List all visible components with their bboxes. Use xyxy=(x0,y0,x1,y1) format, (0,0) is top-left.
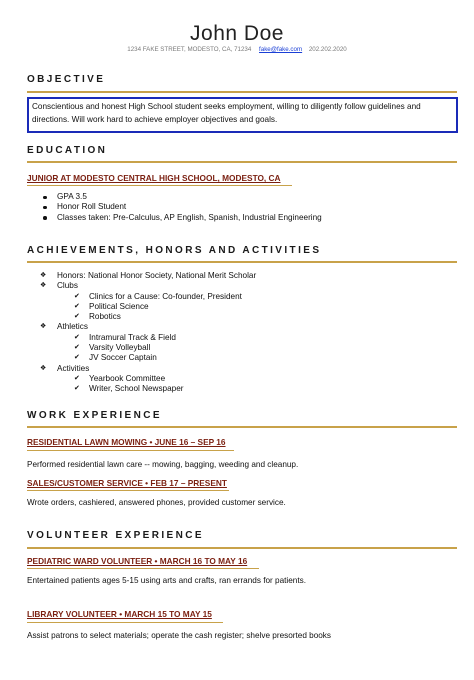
school-underline-rule xyxy=(27,185,292,186)
achievements-heading: ACHIEVEMENTS, HONORS AND ACTIVITIES xyxy=(27,245,322,256)
school-title: JUNIOR AT MODESTO CENTRAL HIGH SCHOOL, MODESTO, CA xyxy=(27,173,281,183)
volunteer-role-title: LIBRARY VOLUNTEER • MARCH 15 TO MAY 15 xyxy=(27,609,212,619)
education-rule xyxy=(27,161,457,163)
checkmark-icon: ✔ xyxy=(74,385,80,393)
volunteer-role-description: Entertained patients ages 5-15 using arts and crafts, ran errands for patients. xyxy=(27,576,306,585)
objective-rule xyxy=(27,91,457,93)
diamond-bullet-icon: ❖ xyxy=(40,323,47,331)
list-item: ✔ Intramural Track & Field xyxy=(74,332,176,342)
list-item: Classes taken: Pre-Calculus, AP English, Spanish, Industrial Engineering xyxy=(43,213,322,223)
job-title: RESIDENTIAL LAWN MOWING • JUNE 16 – SEP 16 xyxy=(27,437,226,447)
checkmark-icon: ✔ xyxy=(74,344,80,352)
contact-line xyxy=(0,46,474,54)
volunteer-underline-rule xyxy=(27,622,223,623)
list-item: ✔ Yearbook Committee xyxy=(74,373,166,383)
checkmark-icon: ✔ xyxy=(74,313,80,321)
list-item: GPA 3.5 xyxy=(43,192,322,202)
education-heading: EDUCATION xyxy=(27,145,108,156)
achievements-rule xyxy=(27,261,457,263)
objective-text: Conscientious and honest High School student seeks employment, willing to diligently follow guidelines and directions. Will work hard to achieve employer objectives and goals. xyxy=(27,97,458,133)
checkmark-icon: ✔ xyxy=(74,374,80,382)
list-item: ❖ Clubs xyxy=(40,281,78,291)
resume-name: John Doe xyxy=(190,22,284,45)
dot-bullet-icon xyxy=(43,196,47,200)
checkmark-icon: ✔ xyxy=(74,302,80,310)
job-description: Performed residential lawn care -- mowing, bagging, weeding and cleanup. xyxy=(27,460,299,469)
checkmark-icon: ✔ xyxy=(74,333,80,341)
phone: 202.202.2020 xyxy=(308,46,347,53)
objective-heading: OBJECTIVE xyxy=(27,74,106,85)
diamond-bullet-icon: ❖ xyxy=(40,272,47,279)
list-item: ✔ JV Soccer Captain xyxy=(74,353,157,363)
volunteer-role-description: Assist patrons to select materials; operate the cash register; shelve presorted books xyxy=(27,631,331,640)
diamond-bullet-icon: ❖ xyxy=(40,364,47,372)
education-list xyxy=(43,192,322,223)
checkmark-icon: ✔ xyxy=(74,292,80,300)
email-link[interactable]: fake@fake.com xyxy=(259,46,303,53)
checkmark-icon: ✔ xyxy=(74,354,80,362)
diamond-bullet-icon: ❖ xyxy=(40,282,47,290)
list-item: Honor Roll Student xyxy=(43,202,322,212)
job-title: SALES/CUSTOMER SERVICE • FEB 17 – PRESENT xyxy=(27,478,227,488)
list-item: ✔ Clinics for a Cause: Co-founder, President xyxy=(74,291,242,301)
address: 1234 FAKE STREET, MODESTO, CA, 71234 xyxy=(127,46,252,53)
volunteer-rule xyxy=(27,547,457,549)
job-description: Wrote orders, cashiered, answered phones, provided customer service. xyxy=(27,498,286,507)
list-item: ✔ Varsity Volleyball xyxy=(74,343,151,353)
dot-bullet-icon xyxy=(43,206,47,210)
job-underline-rule xyxy=(27,490,229,491)
list-item: ❖ Athletics xyxy=(40,322,88,332)
job-underline-rule xyxy=(27,450,234,451)
dot-bullet-icon xyxy=(43,216,47,220)
work-heading: WORK EXPERIENCE xyxy=(27,410,162,421)
volunteer-heading: VOLUNTEER EXPERIENCE xyxy=(27,530,204,541)
list-item: ❖ Honors: National Honor Society, National Merit Scholar xyxy=(40,271,257,280)
achievements-list xyxy=(40,271,256,395)
list-item: ✔ Writer, School Newspaper xyxy=(74,384,184,394)
work-rule xyxy=(27,426,457,428)
list-item: ✔ Political Science xyxy=(74,301,149,311)
list-item: ✔ Robotics xyxy=(74,312,121,322)
volunteer-role-title: PEDIATRIC WARD VOLUNTEER • MARCH 16 TO MAY 16 xyxy=(27,556,248,566)
volunteer-underline-rule xyxy=(27,568,259,569)
list-item: ❖ Activities xyxy=(40,363,90,373)
